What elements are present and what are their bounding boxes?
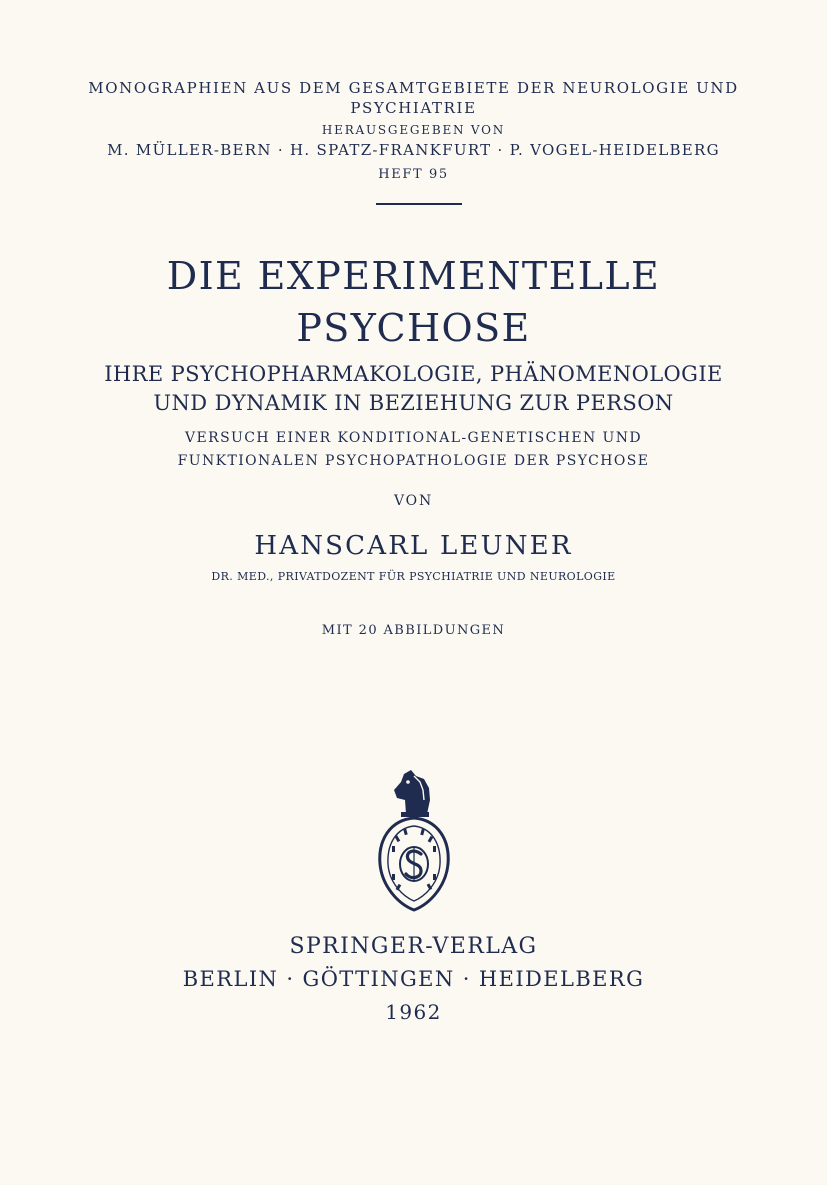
subtitle-line1: IHRE PSYCHOPHARMAKOLOGIE, PHÄNOMENOLOGIE: [104, 362, 723, 386]
editors: M. MÜLLER-BERN · H. SPATZ-FRANKFURT · P. VOGEL-HEIDELBERG: [107, 141, 720, 159]
by-label: VON: [394, 493, 433, 509]
subtitle-line2: UND DYNAMIK IN BEZIEHUNG ZUR PERSON: [153, 391, 674, 415]
aside-line1: VERSUCH EINER KONDITIONAL-GENETISCHEN UND: [185, 430, 642, 446]
illustrations-note: MIT 20 ABBILDUNGEN: [321, 623, 506, 638]
springer-knight-icon: [368, 766, 460, 916]
publication-year: 1962: [385, 1000, 442, 1024]
series-title-line2: PSYCHIATRIE: [350, 99, 477, 117]
author-name: HANSCARL LEUNER: [254, 531, 573, 561]
author-credentials: DR. MED., PRIVATDOZENT FÜR PSYCHIATRIE UND NEUROLOGIE: [211, 570, 616, 583]
aside-line2: FUNKTIONALEN PSYCHOPATHOLOGIE DER PSYCHOSE: [177, 453, 650, 469]
book-title-line2: PSYCHOSE: [296, 306, 531, 350]
publisher-places: BERLIN · GÖTTINGEN · HEIDELBERG: [182, 967, 645, 991]
publisher-name: SPRINGER-VERLAG: [289, 934, 538, 959]
issue-number: HEFT 95: [378, 167, 449, 182]
series-title: [0, 78, 827, 118]
book-title-line1: DIE EXPERIMENTELLE: [166, 254, 661, 298]
divider-rule: [376, 203, 462, 205]
series-title-line1: MONOGRAPHIEN AUS DEM GESAMTGEBIETE DER NEUROLOGIE UND: [88, 79, 739, 97]
editors-label: HERAUSGEGEBEN VON: [321, 123, 506, 137]
